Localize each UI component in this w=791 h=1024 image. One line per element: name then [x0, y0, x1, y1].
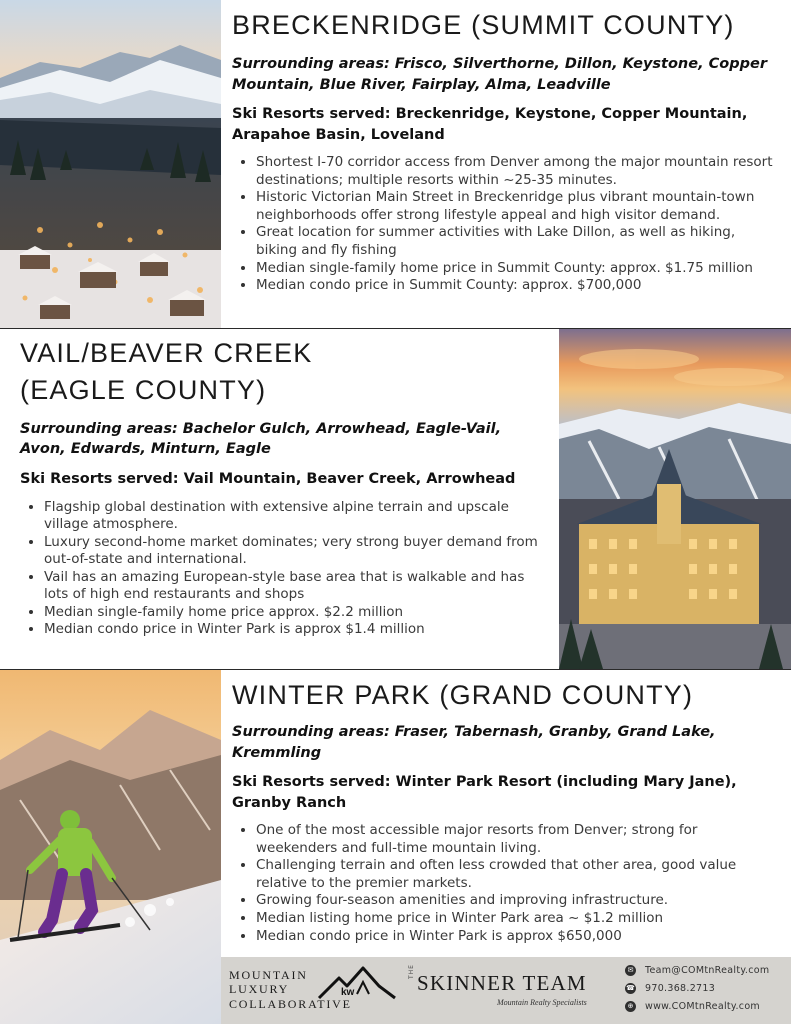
list-item: • Median listing home price in Winter Park area ~ $1.2 million: [256, 910, 780, 928]
list-item: • Vail has an amazing European-style base area that is walkable and has lots of high end restaurants and shops: [44, 569, 545, 604]
winter-park-bullet-list: [232, 822, 780, 945]
vail-village-illustration: [559, 329, 791, 669]
winter-park-content: [232, 679, 780, 945]
list-item: • One of the most accessible major resorts from Denver; strong for weekenders and full-time mountain living.: [256, 822, 780, 857]
list-item: • Median condo price in Summit County: approx. $700,000: [256, 277, 780, 295]
skinner-team-name: SKINNER TEAM: [417, 971, 587, 995]
breckenridge-bullet-list: [232, 154, 780, 294]
list-item: • Median condo price in Winter Park is approx $1.4 million: [44, 621, 545, 639]
winter-park-surrounding-areas: Surrounding areas: Fraser, Tabernash, Granby, Grand Lake, Kremmling: [232, 723, 716, 761]
list-item: • Flagship global destination with extensive alpine terrain and upscale village atmosphere.: [44, 499, 545, 534]
breckenridge-content: [232, 9, 780, 295]
mountain-peaks-logo-mark: [317, 964, 397, 1002]
vail-surrounding-areas: Surrounding areas: Bachelor Gulch, Arrowhead, Eagle-Vail, Avon, Edwards, Minturn, Eagle: [20, 420, 502, 458]
list-item: • Great location for summer activities with Lake Dillon, as well as hiking, biking and fly fishing: [256, 224, 780, 259]
list-item: • Challenging terrain and often less crowded that other area, good value relative to the premier markets.: [256, 857, 780, 892]
list-item: • Historic Victorian Main Street in Breckenridge plus vibrant mountain-town neighborhoods offer strong lifestyle appeal and high visitor demand.: [256, 189, 780, 224]
winter-park-photo: [0, 670, 221, 1024]
contact-phone[interactable]: [625, 983, 715, 994]
vail-title-line2: (EAGLE COUNTY): [20, 374, 267, 405]
vail-ski-resorts: Ski Resorts served: Vail Mountain, Beaver Creek, Arrowhead: [20, 471, 516, 488]
vail-content: [20, 337, 545, 639]
kw-logo-mark: kw: [341, 987, 355, 998]
breckenridge-town-illustration: [0, 0, 221, 328]
logo-line-collaborative: COLLABORATIVE: [229, 996, 352, 1011]
phone-icon: ☎: [626, 984, 635, 992]
contact-web[interactable]: [625, 1001, 760, 1012]
envelope-icon: ✉: [625, 965, 636, 976]
logo-prefix-the: THE: [408, 964, 415, 979]
breckenridge-title: BRECKENRIDGE (SUMMIT COUNTY): [232, 10, 735, 40]
vail-bullet-list: [20, 499, 545, 639]
logo-line-luxury: LUXURY: [229, 982, 290, 997]
contact-email[interactable]: [625, 965, 769, 976]
breckenridge-surrounding-areas: Surrounding areas: Frisco, Silverthorne, Dillon, Keystone, Copper Mountain, Blue River, Fairplay, Alma, Leadville: [232, 55, 767, 93]
vail-photo: [559, 329, 791, 669]
list-item: • Median condo price in Winter Park is approx $650,000: [256, 928, 780, 946]
contact-phone-text[interactable]: 970.368.2713: [645, 983, 716, 994]
section-vail-beaver-creek: [0, 329, 791, 669]
footer-bar: [221, 957, 791, 1024]
winter-park-ski-resorts: Ski Resorts served: Winter Park Resort (including Mary Jane), Granby Ranch: [232, 774, 737, 811]
contact-web-text[interactable]: www.COMtnRealty.com: [645, 1001, 760, 1012]
breckenridge-ski-resorts: Ski Resorts served: Breckenridge, Keystone, Copper Mountain, Arapahoe Basin, Loveland: [232, 106, 748, 143]
section-breckenridge: [0, 0, 791, 328]
list-item: • Median single-family home price in Summit County: approx. $1.75 million: [256, 260, 780, 278]
skier-illustration: [0, 670, 221, 1024]
winter-park-title: WINTER PARK (GRAND COUNTY): [232, 680, 694, 710]
list-item: • Median single-family home price approx. $2.2 million: [44, 604, 545, 622]
logo-line-mountain: MOUNTAIN: [229, 968, 308, 982]
skinner-team-tagline: Mountain Realty Specialists: [497, 998, 587, 1007]
list-item: • Shortest I-70 corridor access from Denver among the major mountain resort destinations; multiple resorts within ~25-35 minutes.: [256, 154, 780, 189]
globe-icon: ⊕: [625, 1001, 636, 1012]
breckenridge-photo: [0, 0, 221, 328]
vail-title-line1: VAIL/BEAVER CREEK: [20, 338, 313, 368]
skinner-team-logo: [408, 964, 587, 1007]
contact-email-text[interactable]: Team@COMtnRealty.com: [645, 965, 770, 976]
list-item: • Growing four-season amenities and improving infrastructure.: [256, 892, 780, 910]
list-item: • Luxury second-home market dominates; very strong buyer demand from out-of-state and international.: [44, 534, 545, 569]
